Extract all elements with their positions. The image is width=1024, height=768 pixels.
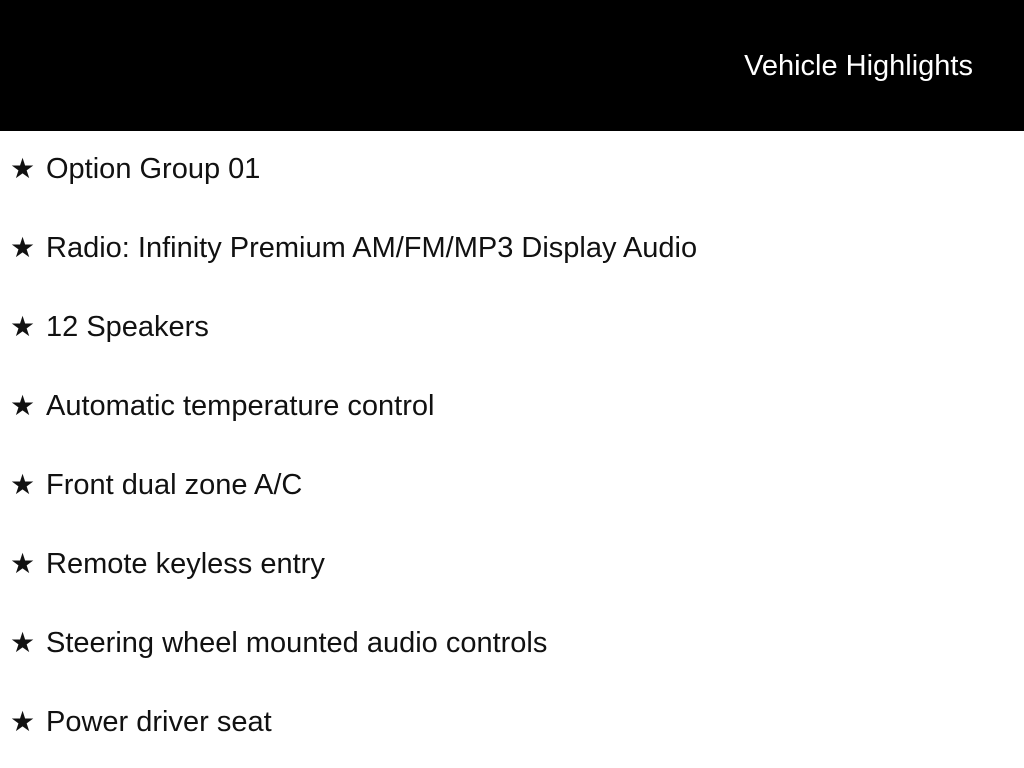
highlight-label: 12 Speakers [46,311,209,343]
star-icon: ★ [10,547,36,580]
list-item [10,705,1004,739]
star-icon: ★ [10,310,36,343]
highlight-label: Automatic temperature control [46,390,435,422]
star-icon: ★ [10,152,36,185]
header-bar [0,0,1024,131]
list-item [10,310,1004,344]
star-icon: ★ [10,626,36,659]
highlight-label: Remote keyless entry [46,548,325,580]
list-item [10,626,1004,660]
highlight-label: Radio: Infinity Premium AM/FM/MP3 Display Audio [46,232,698,264]
list-item [10,547,1004,581]
highlight-label: Steering wheel mounted audio controls [46,627,548,659]
star-icon: ★ [10,231,36,264]
star-icon: ★ [10,389,36,422]
list-item [10,231,1004,265]
star-icon: ★ [10,468,36,501]
highlight-label: Option Group 01 [46,153,261,185]
list-item [10,389,1004,423]
list-item [10,152,1004,186]
highlight-label: Front dual zone A/C [46,469,303,501]
highlights-list [0,131,1024,739]
highlight-label: Power driver seat [46,706,272,738]
list-item [10,468,1004,502]
page-title: Vehicle Highlights [744,49,973,82]
star-icon: ★ [10,705,36,738]
